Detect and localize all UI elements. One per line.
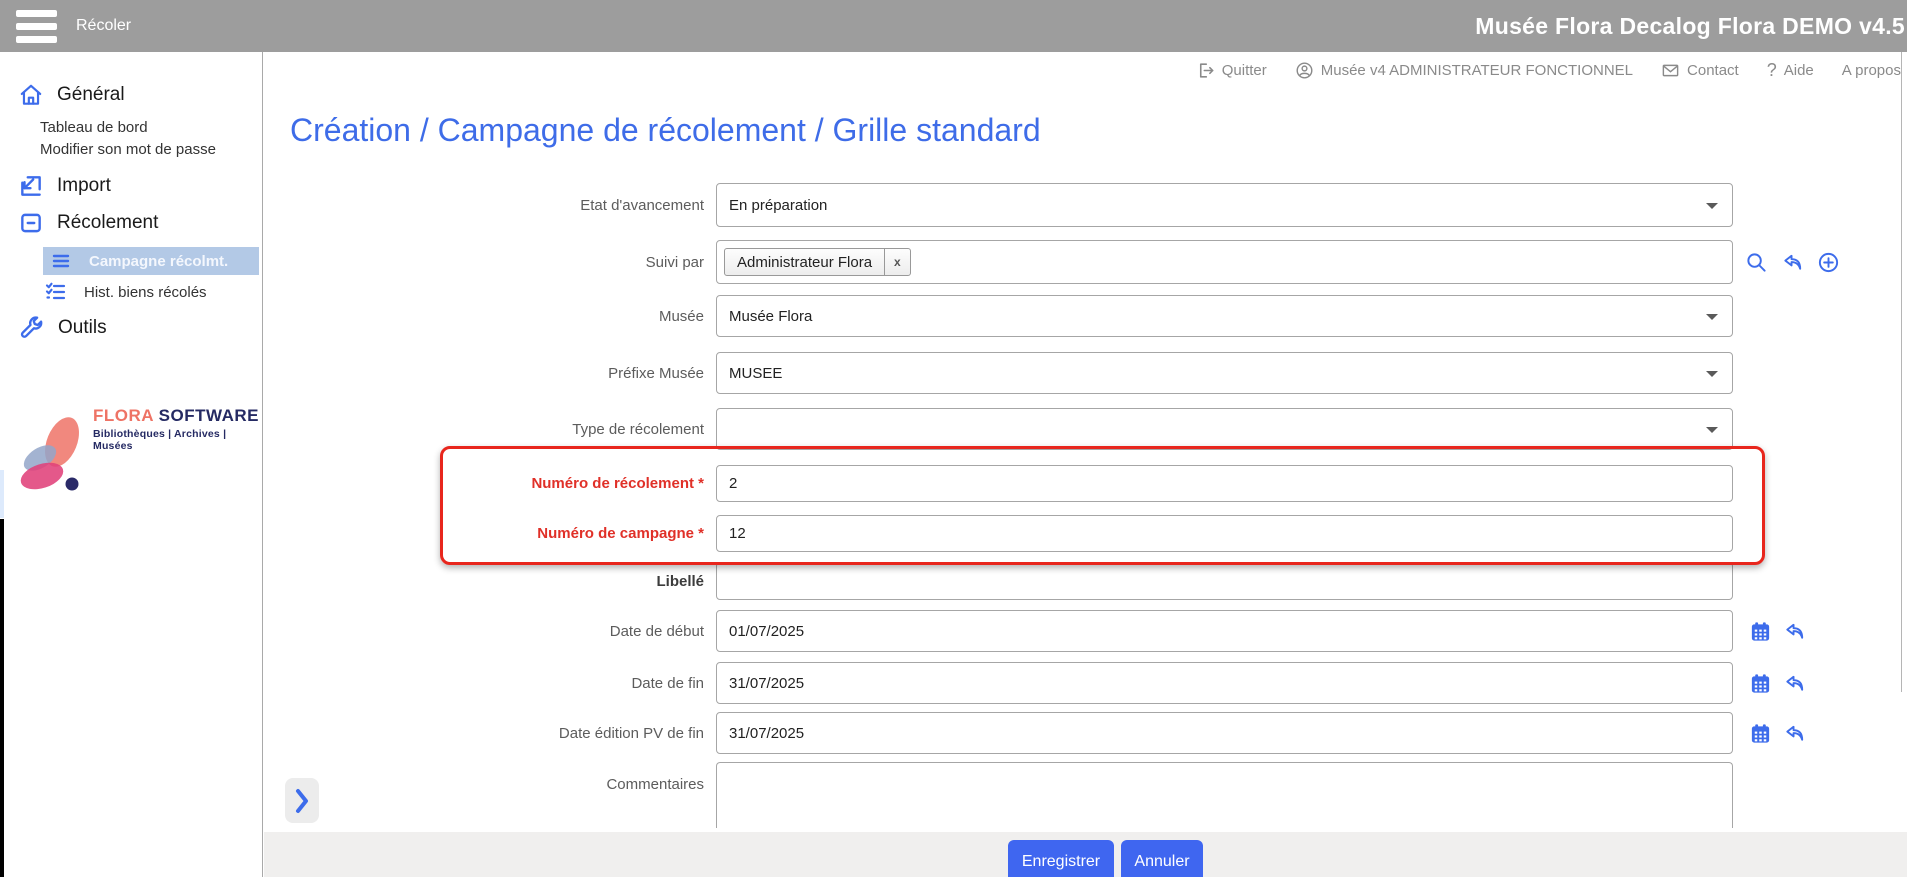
musee-select[interactable]: Musée Flora — [716, 295, 1733, 337]
chevron-down-icon — [1706, 314, 1718, 320]
date-fin-actions — [1749, 662, 1806, 704]
undo-icon[interactable] — [1783, 620, 1806, 643]
undo-icon[interactable] — [1783, 672, 1806, 695]
chip-remove-icon[interactable]: x — [884, 249, 910, 275]
sidebar — [0, 52, 263, 877]
suivi-par-actions — [1745, 240, 1840, 284]
logo-tagline: Bibliothèques | Archives | Musées — [93, 428, 227, 452]
home-icon — [18, 82, 44, 108]
field-label-date-debut: Date de début — [609, 622, 704, 640]
module-label: Récoler — [76, 17, 132, 34]
search-icon[interactable] — [1745, 251, 1768, 274]
question-icon: ? — [1766, 60, 1777, 80]
sidebar-item-campagne-recolement[interactable]: Campagne récolmt. — [43, 247, 259, 275]
etat-avancement-select[interactable]: En préparation — [716, 183, 1733, 227]
field-label-date-edition-pv: Date édition PV de fin — [558, 724, 704, 742]
prefixe-musee-select[interactable]: MUSEE — [716, 352, 1733, 394]
sidebar-item-import[interactable]: Import — [18, 173, 111, 199]
libelle-input[interactable] — [716, 562, 1733, 600]
numero-campagne-input[interactable] — [716, 515, 1733, 552]
chevron-down-icon — [1706, 427, 1718, 433]
chevron-right-icon — [292, 786, 312, 816]
date-edition-pv-actions — [1749, 712, 1806, 754]
checklist-icon — [44, 280, 68, 304]
chevron-down-icon — [1706, 203, 1718, 209]
sidebar-item-dashboard[interactable]: Tableau de bord — [40, 119, 148, 136]
exit-icon — [1196, 61, 1215, 80]
commentaires-textarea[interactable] — [716, 762, 1733, 828]
flora-petals-icon — [10, 414, 100, 510]
add-circle-icon[interactable] — [1817, 251, 1840, 274]
calendar-icon[interactable] — [1749, 672, 1772, 695]
suivi-par-chip: Administrateur Flora x — [724, 248, 911, 276]
field-label-musee: Musée — [658, 307, 704, 325]
archive-icon — [18, 210, 44, 236]
current-user-link[interactable]: Musée v4 ADMINISTRATEUR FONCTIONNEL — [1295, 61, 1633, 80]
numero-recolement-input[interactable] — [716, 465, 1733, 502]
expand-panel-button[interactable] — [285, 778, 319, 823]
sidebar-item-recolement[interactable]: Récolement — [18, 210, 158, 236]
field-label-suivi-par: Suivi par — [645, 253, 704, 271]
collapsed-panel-edge — [0, 470, 4, 518]
flora-software-logo — [0, 362, 263, 502]
contact-link[interactable]: Contact — [1661, 61, 1739, 80]
mail-icon — [1661, 61, 1680, 80]
about-link[interactable]: A propos — [1841, 62, 1901, 79]
menu-lines-icon — [49, 249, 73, 273]
field-label-numero-campagne: Numéro de campagne * — [537, 525, 704, 542]
import-icon — [18, 173, 44, 199]
field-label-numero-recolement: Numéro de récolement * — [531, 475, 704, 492]
date-fin-input[interactable] — [716, 662, 1733, 704]
content-right-border — [1901, 52, 1902, 692]
sidebar-item-general[interactable]: Général — [18, 82, 125, 108]
save-button[interactable]: Enregistrer — [1008, 840, 1114, 877]
cancel-button[interactable]: Annuler — [1121, 840, 1203, 877]
user-circle-icon — [1295, 61, 1314, 80]
sidebar-item-outils[interactable]: Outils — [18, 314, 107, 341]
quit-link[interactable]: Quitter — [1196, 61, 1267, 80]
date-edition-pv-input[interactable] — [716, 712, 1733, 754]
field-label-type-recolement: Type de récolement — [572, 420, 704, 438]
date-debut-actions — [1749, 610, 1806, 652]
calendar-icon[interactable] — [1749, 620, 1772, 643]
help-link[interactable]: ? Aide — [1766, 60, 1814, 80]
topbar — [0, 0, 1907, 52]
page-title: Création / Campagne de récolement / Grille standard — [290, 112, 1041, 148]
bottom-edge-strip — [0, 519, 4, 877]
sidebar-item-hist-biens-recoles[interactable]: Hist. biens récolés — [44, 280, 207, 304]
undo-icon[interactable] — [1783, 722, 1806, 745]
field-label-date-fin: Date de fin — [631, 674, 704, 692]
undo-icon[interactable] — [1781, 251, 1804, 274]
calendar-icon[interactable] — [1749, 722, 1772, 745]
field-label-prefixe-musee: Préfixe Musée — [608, 364, 704, 382]
type-recolement-select[interactable] — [716, 408, 1733, 450]
date-debut-input[interactable] — [716, 610, 1733, 652]
field-label-commentaires: Commentaires — [606, 776, 704, 793]
logo-wordmark: FLORA SOFTWARE — [93, 406, 259, 425]
sidebar-item-change-password[interactable]: Modifier son mot de passe — [40, 141, 216, 158]
wrench-icon — [18, 314, 45, 341]
hamburger-menu-icon[interactable] — [16, 10, 57, 43]
field-label-etat-avancement: Etat d'avancement — [580, 196, 704, 214]
app-title: Musée Flora Decalog Flora DEMO v4.5 — [1475, 13, 1905, 39]
field-label-libelle: Libellé — [656, 572, 704, 590]
header-links — [1196, 60, 1901, 81]
chevron-down-icon — [1706, 371, 1718, 377]
